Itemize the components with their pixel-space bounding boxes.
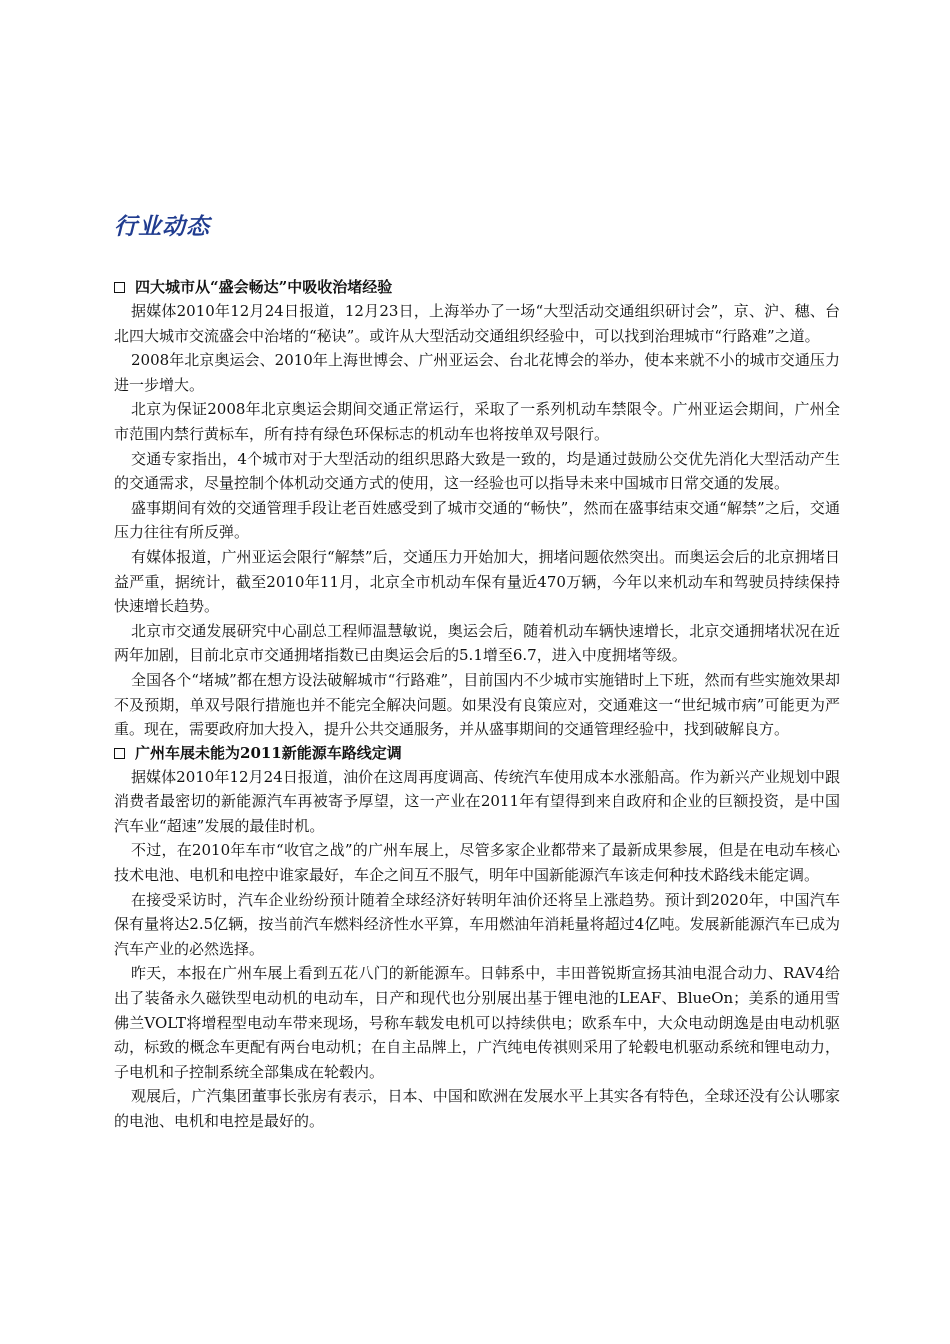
paragraph: 交通专家指出，4个城市对于大型活动的组织思路大致是一致的，均是通过鼓励公交优先消化大型活动产生的交通需求，尽量控制个体机动交通方式的使用，这一经验也可以指导未来中国城市日常交通的发展。 <box>114 449 840 493</box>
article-heading-text: 广州车展未能为2011新能源车路线定调 <box>135 743 402 762</box>
article-heading-text: 四大城市从“盛会畅达”中吸收治堵经验 <box>135 278 393 296</box>
article <box>114 276 840 742</box>
paragraph: 在接受采访时，汽车企业纷纷预计随着全球经济好转明年油价还将呈上涨趋势。预计到2020年，中国汽车保有量将达2.5亿辆，按当前汽车燃料经济性水平算，车用燃油年消耗量将超过4亿吨。发展新能源汽车已成为汽车产业的必然选择。 <box>114 890 840 958</box>
paragraph: 观展后，广汽集团董事长张房有表示，日本、中国和欧洲在发展水平上其实各有特色，全球还没有公认哪家的电池、电机和电控是最好的。 <box>114 1087 840 1130</box>
checkbox-icon <box>114 282 125 293</box>
checkbox-icon <box>114 748 125 759</box>
paragraph: 北京市交通发展研究中心副总工程师温慧敏说，奥运会后，随着机动车辆快速增长，北京交通拥堵状况在近两年加剧，目前北京市交通拥堵指数已由奥运会后的5.1增至6.7，进入中度拥堵等级。 <box>114 621 840 665</box>
article-heading <box>114 742 840 765</box>
article-list <box>114 276 840 1134</box>
article-heading <box>114 276 840 299</box>
paragraph: 据媒体2010年12月24日报道，油价在这周再度调高、传统汽车使用成本水涨船高。作为新兴产业规划中跟消费者最密切的新能源汽车再被寄予厚望，这一产业在2011年有望得到来自政府和企业的巨额投资，是中国汽车业“超速”发展的最佳时机。 <box>114 767 840 835</box>
paragraph: 全国各个“堵城”都在想方设法破解城市“行路难”，目前国内不少城市实施错时上下班，然而有些实施效果却不及预期，单双号限行措施也并不能完全解决问题。如果没有良策应对，交通难这一“世纪城市病”可能更为严重。现在，需要政府加大投入，提升公共交通服务，并从盛事期间的交通管理经验中，找到破解良方。 <box>114 670 840 739</box>
paragraph: 据媒体2010年12月24日报道，12月23日，上海举办了一场“大型活动交通组织研讨会”，京、沪、穗、台北四大城市交流盛会中治堵的“秘诀”。或许从大型活动交通组织经验中，可以找到治理城市“行路难”之道。 <box>114 302 840 345</box>
article <box>114 742 840 1134</box>
paragraph: 不过，在2010年车市“收官之战”的广州车展上，尽管多家企业都带来了最新成果参展，但是在电动车核心技术电池、电机和电控中谁家最好，车企之间互不服气，明年中国新能源汽车该走何种技术路线未能定调。 <box>114 841 840 885</box>
paragraph: 昨天，本报在广州车展上看到五花八门的新能源车。日韩系中，丰田普锐斯宣扬其油电混合动力、RAV4给出了装备永久磁铁型电动机的电动车，日产和现代也分别展出基于锂电池的LEAF、BlueOn；美系的通用雪佛兰VOLT将增程型电动车带来现场，号称车载发电机可以持续供电；欧系车中，大众电动朗逸是由电动机驱动，标致的概念车更配有两台电动机；在自主品牌上，广汽纯电传祺则采用了轮毂电机驱动系统和锂电动力，子电机和子控制系统全部集成在轮毂内。 <box>114 964 840 1081</box>
section-title: 行业动态 <box>114 213 210 240</box>
paragraph: 盛事期间有效的交通管理手段让老百姓感受到了城市交通的“畅快”，然而在盛事结束交通“解禁”之后，交通压力往往有所反弹。 <box>114 498 840 542</box>
paragraph: 北京为保证2008年北京奥运会期间交通正常运行，采取了一系列机动车禁限令。广州亚运会期间，广州全市范围内禁行黄标车，所有持有绿色环保标志的机动车也将按单双号限行。 <box>114 400 840 443</box>
paragraph: 有媒体报道，广州亚运会限行“解禁”后，交通压力开始加大，拥堵问题依然突出。而奥运会后的北京拥堵日益严重，据统计，截至2010年11月，北京全市机动车保有量近470万辆，今年以来机动车和驾驶员持续保持快速增长趋势。 <box>114 547 840 616</box>
paragraph: 2008年北京奥运会、2010年上海世博会、广州亚运会、台北花博会的举办，使本来就不小的城市交通压力进一步增大。 <box>114 351 840 394</box>
